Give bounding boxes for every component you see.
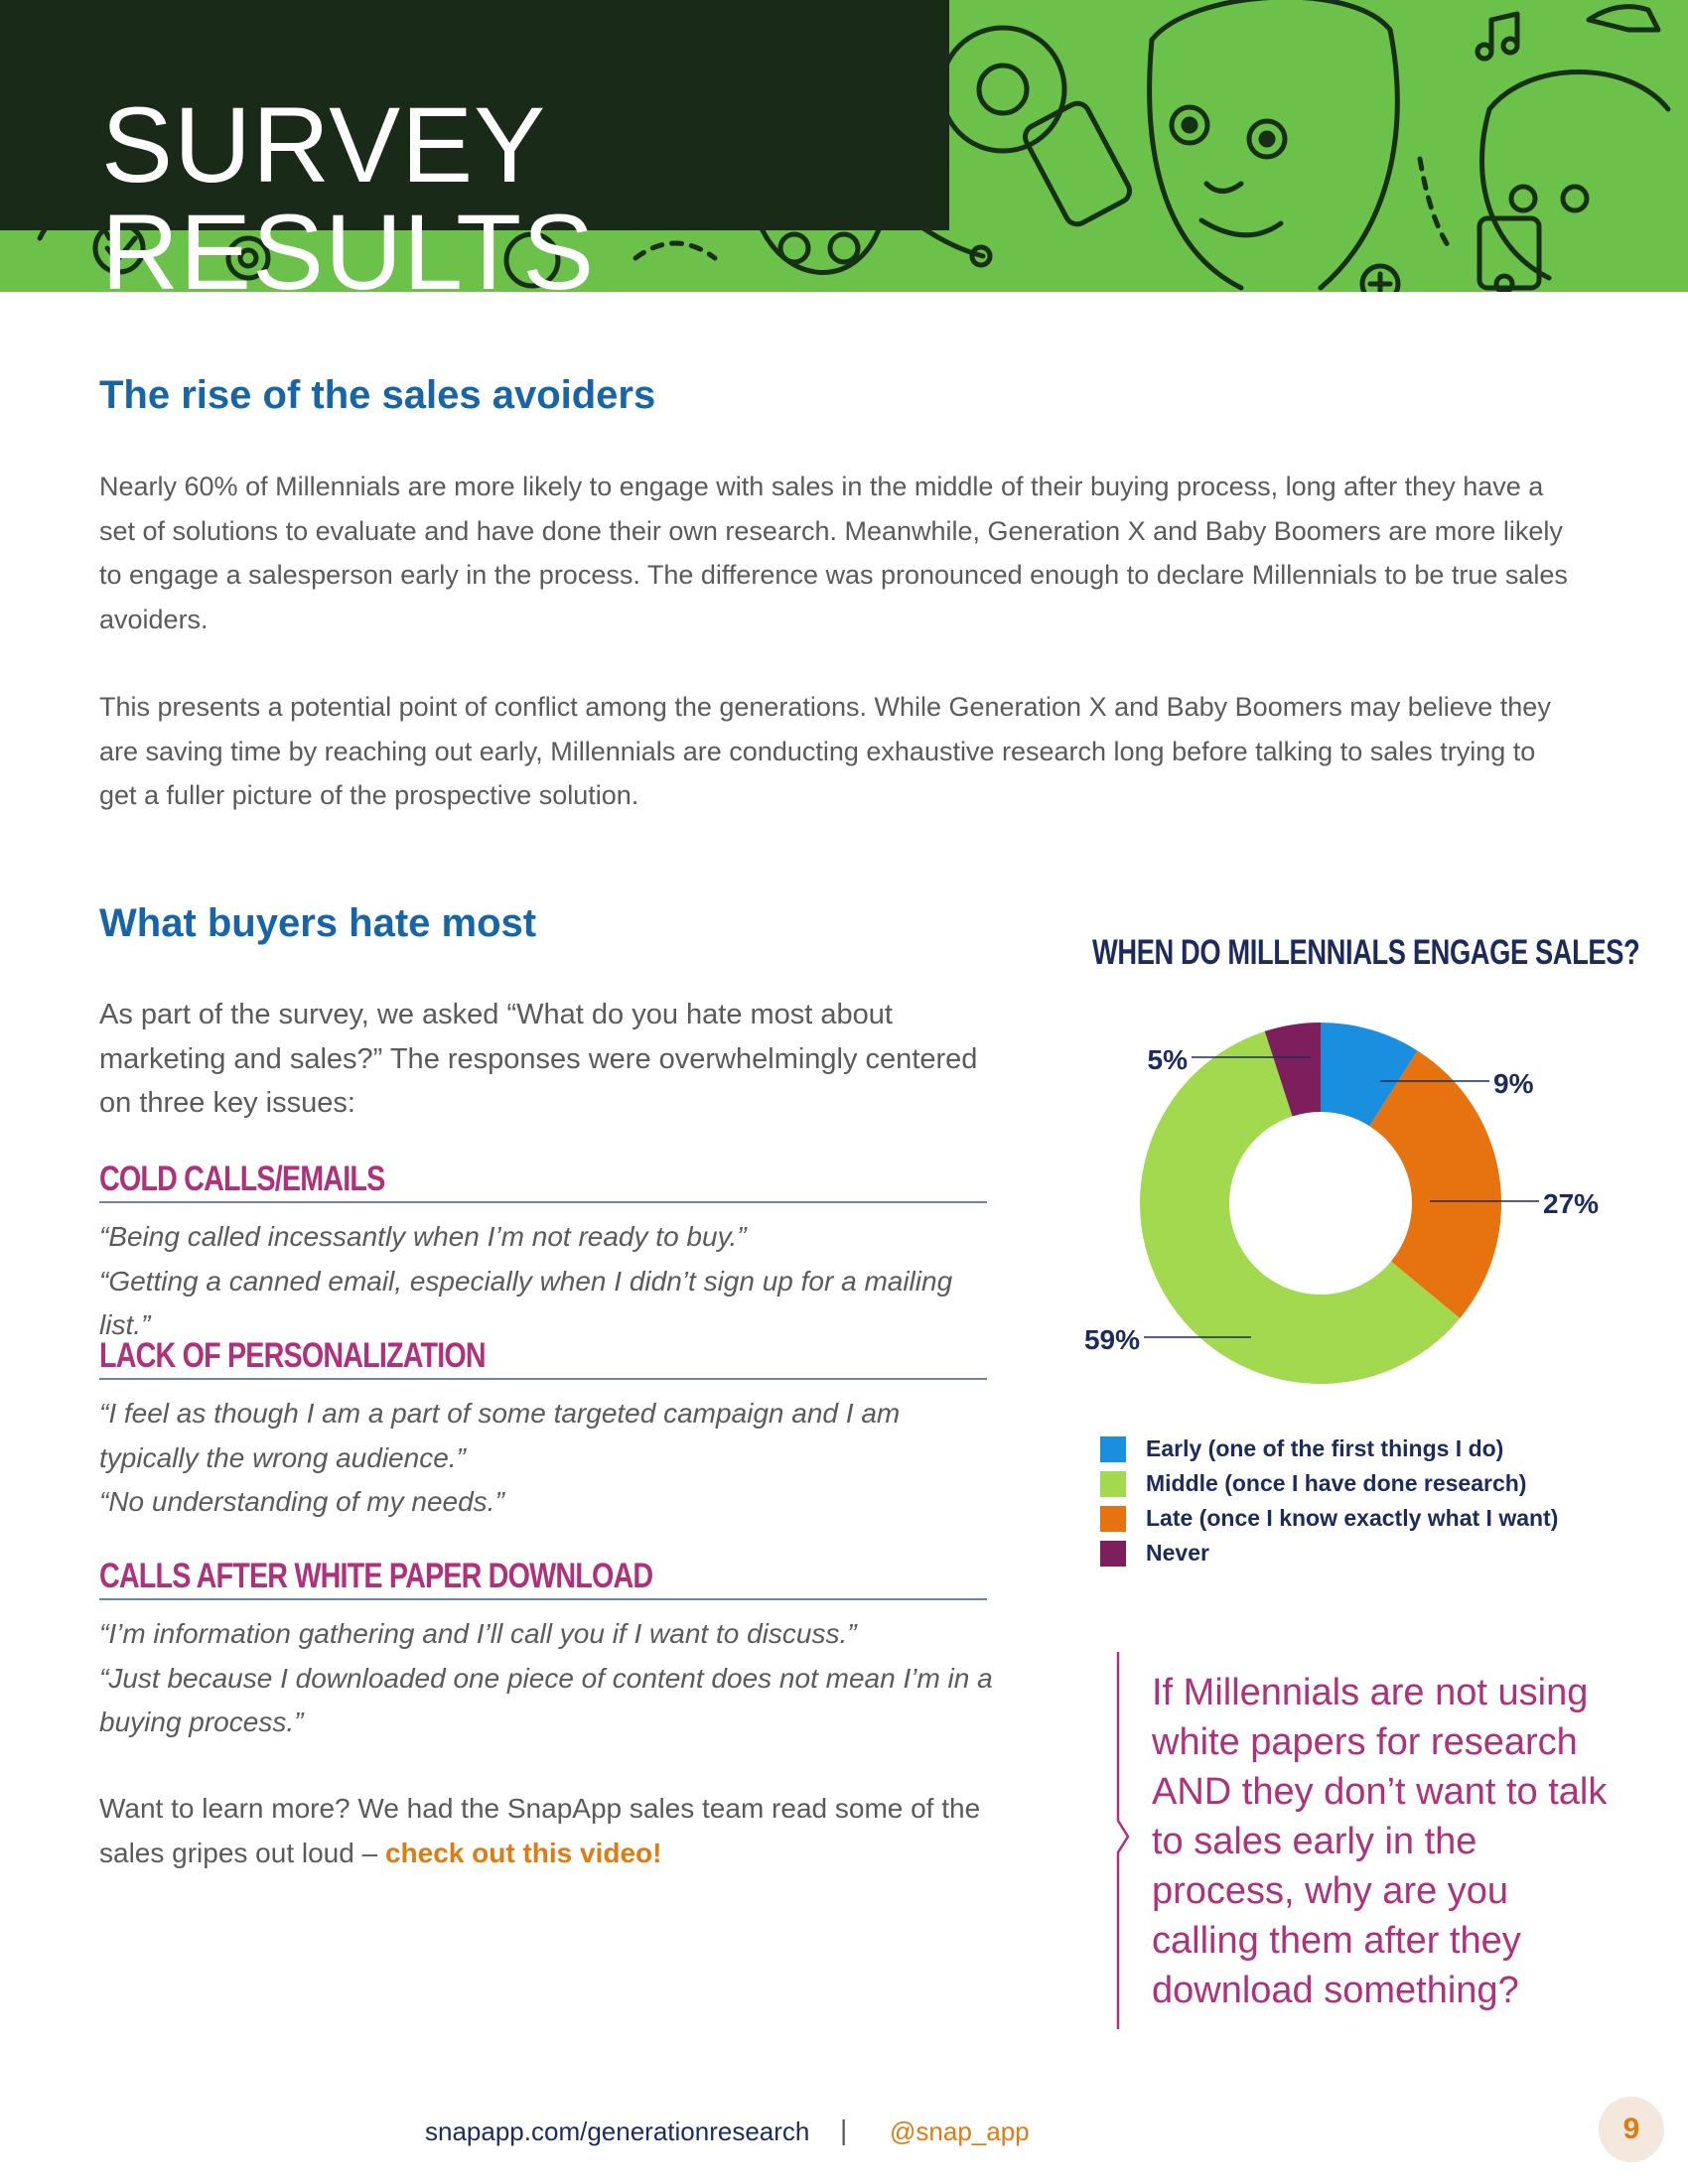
section-heading-buyers-hate: What buyers hate most bbox=[99, 901, 537, 945]
data-label: 59% bbox=[1083, 1324, 1140, 1355]
issue-title: COLD CALLS/EMAILS bbox=[99, 1160, 385, 1198]
title-box bbox=[0, 0, 949, 292]
paragraph-2: This presents a potential point of conflict among the generations. While Generation X and Baby Boomers may believe they are saving time by reaching out early, Millennials are conducting exhaustive research long before talking to sales trying to get a fuller picture of the prospective solution. bbox=[99, 692, 1551, 810]
issue-heading-cold-calls bbox=[99, 1148, 987, 1203]
donut-chart bbox=[1072, 1003, 1648, 1420]
legend-label: Early (one of the first things I do) bbox=[1146, 1435, 1504, 1461]
section-heading-sales-avoiders: The rise of the sales avoiders bbox=[99, 373, 656, 417]
footer-twitter-handle[interactable]: @snap_app bbox=[890, 2116, 1030, 2146]
video-link[interactable]: check out this video! bbox=[384, 1837, 662, 1868]
issue-quote-personalization: “I feel as though I am a part of some targeted campaign and I am typically the wrong audience.” “No understanding of my needs.” bbox=[99, 1398, 901, 1517]
issue-quote-white-paper: “I’m information gathering and I’ll call you if I want to discuss.” “Just because I downloaded one piece of content does not mean I’m in a buying process.” bbox=[99, 1618, 993, 1737]
callout-text: If Millennials are not using white papers for research AND they don’t want to talk to sales early in the process, why are you calling them after they download something? bbox=[1152, 1672, 1608, 2011]
issue-quote-cold-calls: “Being called incessantly when I’m not ready to buy.” “Getting a canned email, especially when I didn’t sign up for a mailing list.” bbox=[99, 1221, 953, 1340]
data-label: 5% bbox=[1147, 1044, 1188, 1075]
footer-url[interactable]: snapapp.com/generationresearch bbox=[425, 2116, 810, 2146]
legend-label: Middle (once I have done research) bbox=[1146, 1470, 1527, 1496]
survey-intro: As part of the survey, we asked “What do you hate most about marketing and sales?” The responses were overwhelmingly centered on three key issues: bbox=[99, 999, 978, 1119]
footer-separator: | bbox=[840, 2115, 848, 2145]
paragraph-1: Nearly 60% of Millennials are more likely to engage with sales in the middle of their buying process, long after they have a set of solutions to evaluate and have done their own research. Meanwhile, Generation X and Baby Boomers are more likely to engage a salesperson early in the process. The difference was pronounced enough to declare Millennials to be true sales avoiders. bbox=[99, 472, 1568, 634]
chart-title: WHEN DO MILLENNIALS ENGAGE SALES? bbox=[1092, 933, 1640, 972]
issue-heading-personalization bbox=[99, 1324, 987, 1380]
legend-swatch bbox=[1100, 1506, 1126, 1532]
learn-more-copy: Want to learn more? We had the SnapApp sales team read some of the sales gripes out loud – bbox=[99, 1793, 981, 1868]
legend-item bbox=[1100, 1536, 1558, 1570]
legend-label: Late (once I know exactly what I want) bbox=[1146, 1505, 1559, 1531]
header-banner bbox=[0, 0, 1688, 292]
legend-swatch bbox=[1100, 1436, 1126, 1462]
legend-swatch bbox=[1100, 1541, 1126, 1567]
data-label: 9% bbox=[1493, 1068, 1534, 1099]
data-label: 27% bbox=[1543, 1188, 1600, 1219]
callout-bracket bbox=[1116, 1652, 1146, 2029]
callout-box bbox=[1116, 1652, 1613, 2029]
page-number: 9 bbox=[1599, 2097, 1664, 2162]
learn-more-text bbox=[99, 1787, 993, 1875]
legend-item bbox=[1100, 1501, 1558, 1536]
legend-label: Never bbox=[1146, 1540, 1209, 1566]
issue-title: LACK OF PERSONALIZATION bbox=[99, 1336, 486, 1375]
page-title: SURVEY RESULTS bbox=[101, 84, 596, 292]
issue-heading-white-paper bbox=[99, 1545, 987, 1600]
legend-item bbox=[1100, 1466, 1558, 1501]
issue-title: CALLS AFTER WHITE PAPER DOWNLOAD bbox=[99, 1557, 653, 1595]
legend-swatch bbox=[1100, 1471, 1126, 1497]
chart-legend bbox=[1100, 1432, 1558, 1570]
legend-item bbox=[1100, 1432, 1558, 1466]
